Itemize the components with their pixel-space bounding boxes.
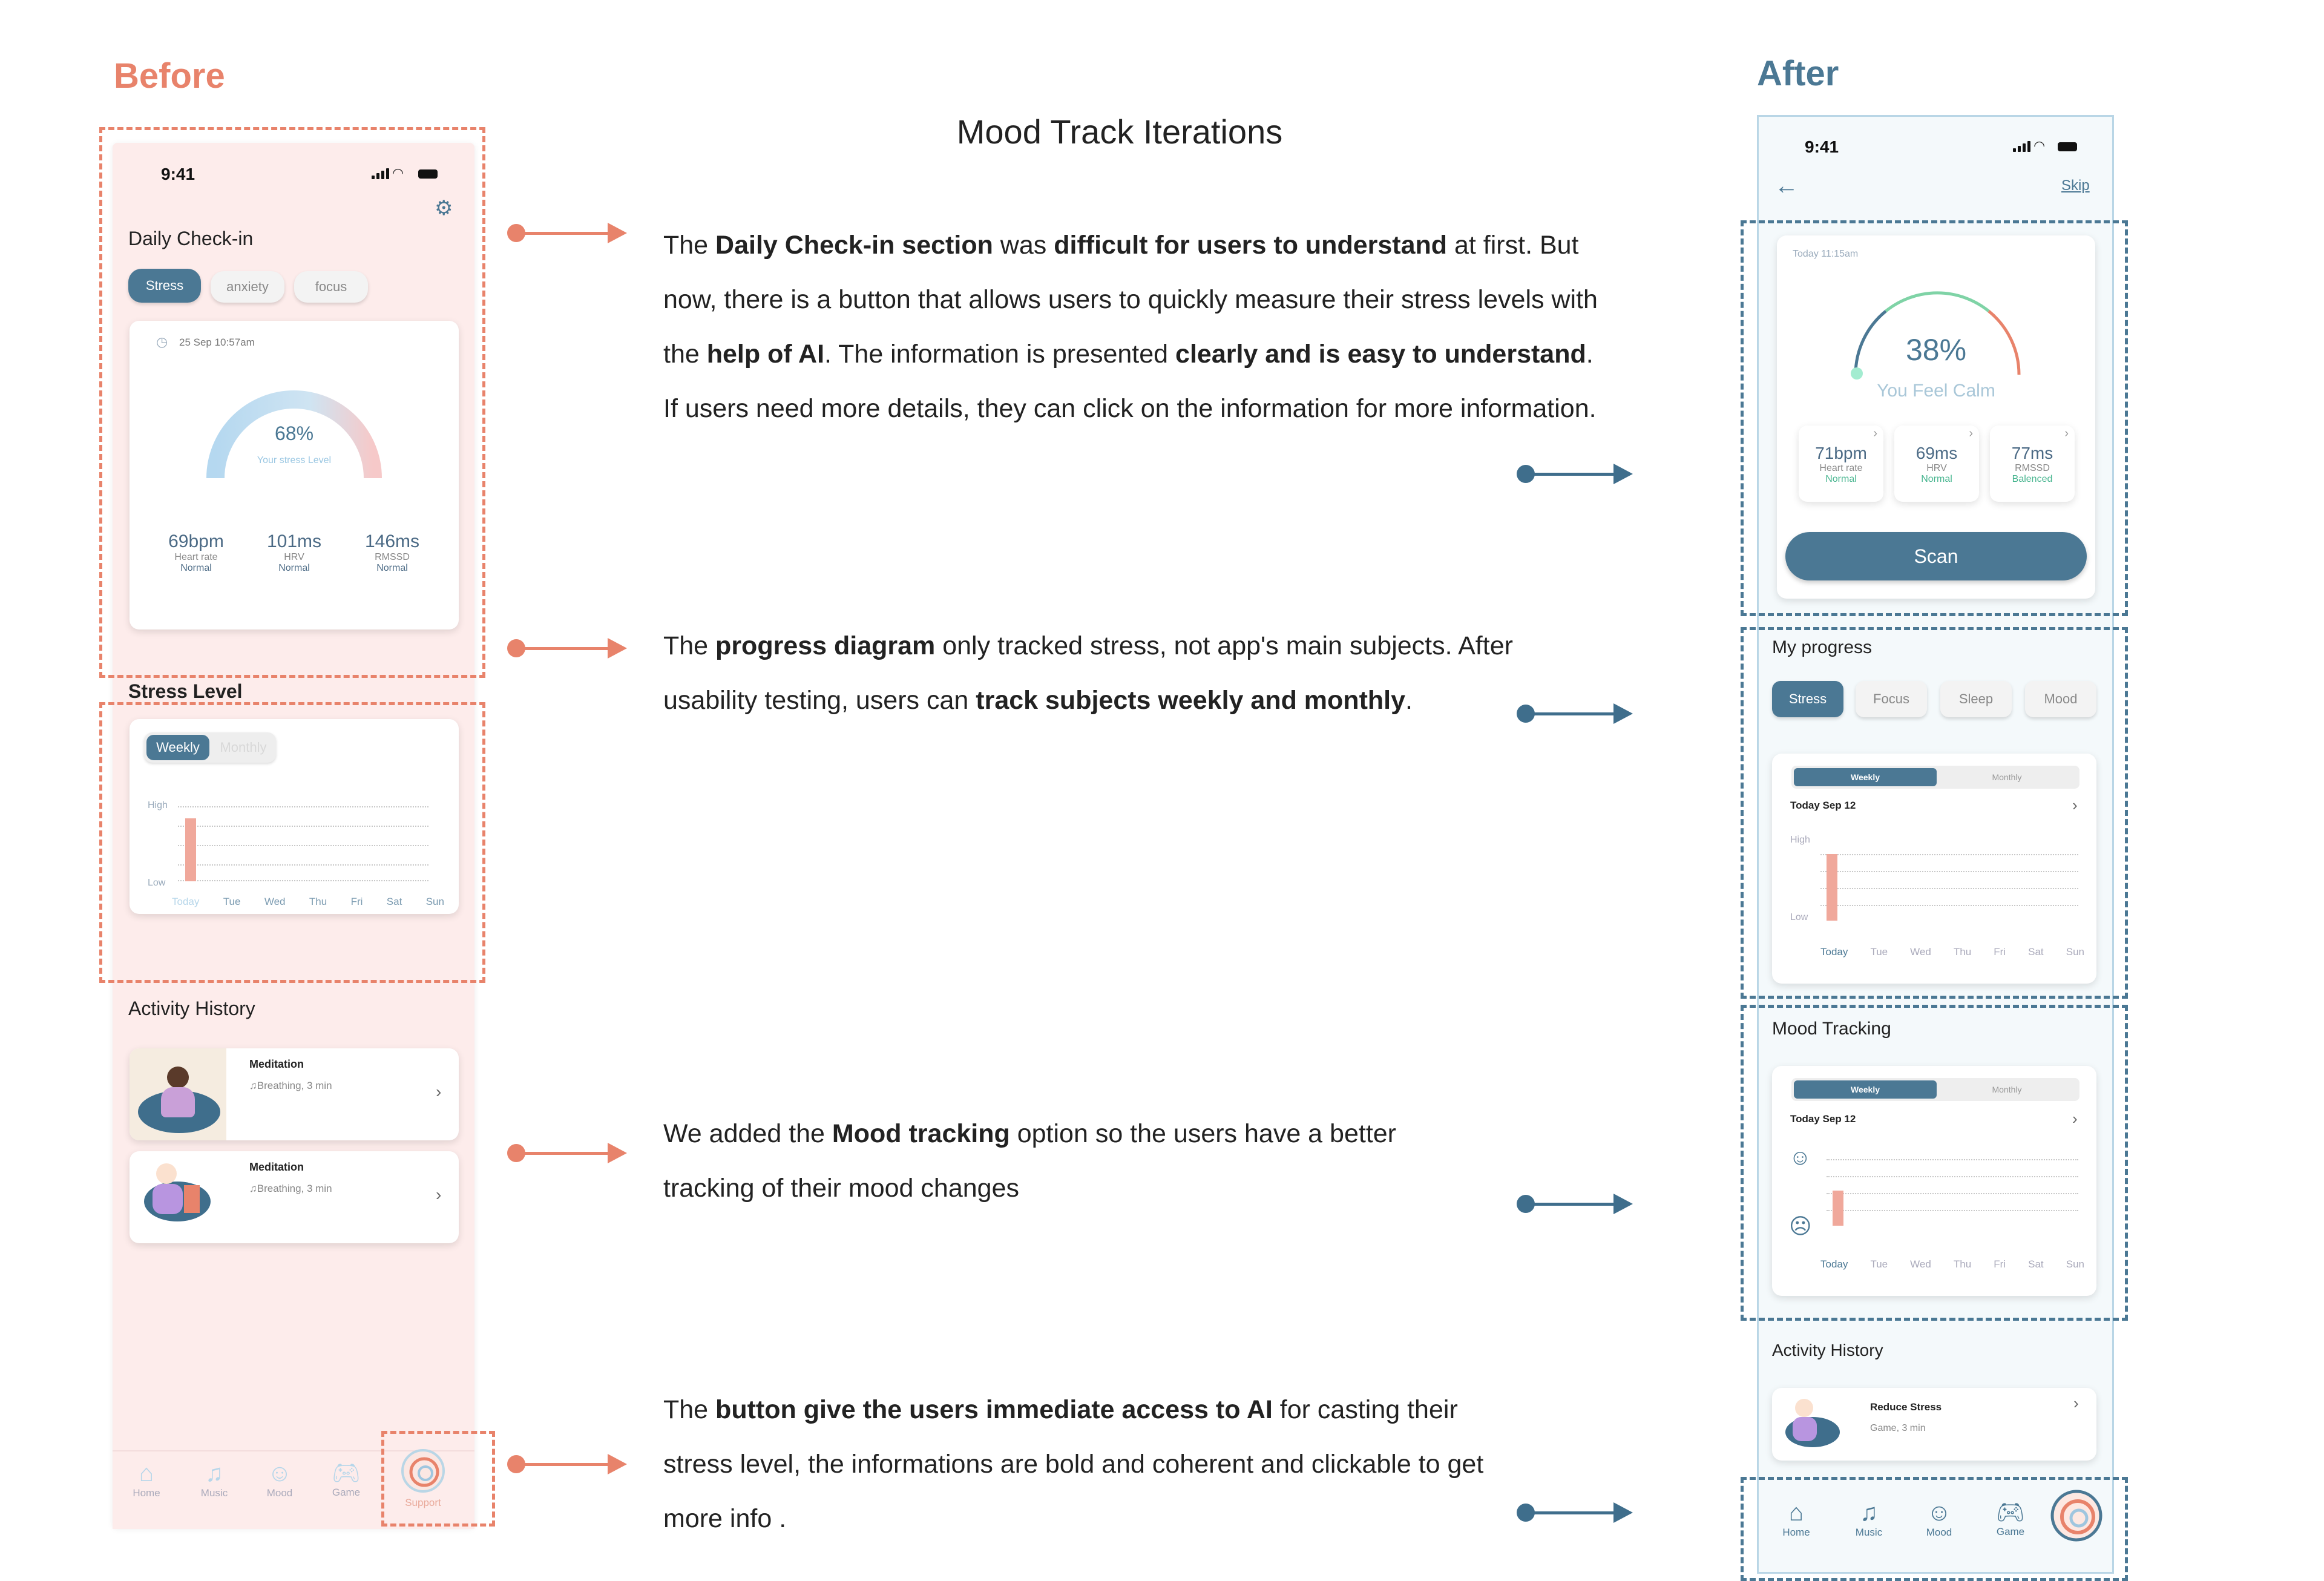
metric-label: Heart rate bbox=[174, 552, 218, 562]
gauge-label: Your stress Level bbox=[257, 455, 332, 465]
day-label: Thu bbox=[1953, 946, 1972, 958]
music-icon: ♫ bbox=[205, 1460, 223, 1487]
metric-status: Balenced bbox=[2012, 474, 2053, 484]
day-label: Fri bbox=[1994, 946, 2006, 958]
page-title: Mood Track Iterations bbox=[956, 113, 1283, 151]
tab-anxiety[interactable]: anxiety bbox=[211, 271, 284, 303]
arrow-head bbox=[608, 1454, 627, 1474]
chart-date: Today Sep 12 bbox=[1790, 800, 1856, 811]
toggle-weekly[interactable]: Weekly bbox=[1794, 1080, 1937, 1099]
arrow-line bbox=[1525, 1203, 1620, 1206]
chevron-right-icon: › bbox=[2073, 1394, 2079, 1412]
nav-label: Game bbox=[332, 1487, 361, 1498]
nav-label: Music bbox=[1855, 1527, 1883, 1538]
music-icon: ♫ bbox=[1860, 1499, 1878, 1526]
daily-checkin-title: Daily Check-in bbox=[128, 228, 254, 249]
metric-label: RMSSD bbox=[375, 552, 410, 562]
chevron-right-icon: › bbox=[436, 1082, 442, 1101]
chevron-right-icon: › bbox=[436, 1185, 442, 1204]
happy-face-icon: ☺ bbox=[1789, 1145, 1811, 1169]
after-mood-highlight bbox=[1741, 1005, 2128, 1321]
arrow-head bbox=[1613, 464, 1633, 484]
clock-icon: ◷ bbox=[156, 334, 168, 349]
activity-title: Meditation bbox=[249, 1161, 304, 1173]
day-label: Today bbox=[1820, 1258, 1848, 1270]
arrow-line bbox=[1525, 712, 1620, 715]
day-label: Today bbox=[172, 896, 200, 907]
metric-value: 146ms bbox=[364, 531, 420, 551]
after-progress-highlight bbox=[1741, 627, 2128, 999]
chevron-right-icon: › bbox=[1969, 427, 1973, 440]
day-label: Sun bbox=[2066, 946, 2084, 958]
metric-status: Normal bbox=[180, 563, 212, 573]
tab-focus[interactable]: focus bbox=[294, 271, 368, 303]
metric-value: 101ms bbox=[266, 531, 322, 551]
day-label: Thu bbox=[1953, 1258, 1972, 1270]
chart-high-label: High bbox=[1790, 835, 1810, 845]
gauge-value: 38% bbox=[1905, 333, 1967, 367]
metric-label: RMSSD bbox=[2015, 463, 2050, 473]
activity-title: Meditation bbox=[249, 1058, 304, 1070]
nav-label: Home bbox=[1782, 1527, 1810, 1538]
activity-card[interactable] bbox=[1772, 1388, 2096, 1461]
arrow-head bbox=[608, 638, 627, 659]
day-label: Sun bbox=[425, 896, 444, 907]
checkin-timestamp: 25 Sep 10:57am bbox=[179, 337, 255, 348]
after-heading: After bbox=[1757, 54, 1839, 93]
skip-link[interactable]: Skip bbox=[2061, 177, 2090, 194]
arrow-line bbox=[1525, 473, 1620, 476]
metric-value: 71bpm bbox=[1815, 444, 1867, 462]
note-progress: The progress diagram only tracked stress, not app's main subjects. After usability testing, users can track subjects weekly and monthly. bbox=[663, 631, 1513, 715]
arrow-head bbox=[1613, 703, 1633, 724]
nav-label: Support bbox=[405, 1497, 441, 1508]
smiley-icon: ☺ bbox=[1926, 1499, 1952, 1526]
signal-icon bbox=[2013, 141, 2030, 152]
day-label: Wed bbox=[1910, 946, 1931, 958]
day-label: Sat bbox=[2028, 1258, 2044, 1270]
chevron-right-icon[interactable]: › bbox=[2072, 796, 2078, 814]
day-label: Sat bbox=[386, 896, 402, 907]
home-icon: ⌂ bbox=[139, 1460, 154, 1487]
activity-card[interactable] bbox=[130, 1151, 459, 1243]
arrow-line bbox=[1525, 1511, 1620, 1514]
wifi-icon: ◠ bbox=[392, 165, 404, 180]
toggle-monthly[interactable]: Monthly bbox=[1992, 1085, 2022, 1094]
day-label: Wed bbox=[1910, 1258, 1931, 1270]
gauge-label: You Feel Calm bbox=[1877, 381, 1995, 401]
tab-mood[interactable]: Mood bbox=[2025, 681, 2096, 717]
nav-game[interactable] bbox=[324, 1460, 368, 1499]
after-nav-highlight bbox=[1741, 1477, 2128, 1581]
before-progress-highlight bbox=[99, 702, 485, 983]
nav-label: Music bbox=[200, 1487, 228, 1499]
day-label: Wed bbox=[264, 896, 286, 907]
day-label: Tue bbox=[223, 896, 241, 907]
status-time: 9:41 bbox=[161, 165, 195, 183]
meditation-illustration bbox=[142, 1163, 214, 1231]
chart-high-label: High bbox=[148, 800, 168, 810]
before-heading: Before bbox=[114, 56, 225, 96]
sad-face-icon: ☹ bbox=[1789, 1214, 1812, 1238]
gear-icon[interactable]: ⚙ bbox=[435, 197, 453, 220]
activity-history-title: Activity History bbox=[128, 998, 255, 1019]
home-icon: ⌂ bbox=[1788, 1499, 1804, 1526]
scan-button[interactable]: Scan bbox=[1785, 532, 2087, 580]
tab-sleep[interactable]: Sleep bbox=[1940, 681, 2012, 717]
note-ai-button: The button give the users immediate access to AI for casting their stress level, the informations are bold and coherent and clickable to get more info . bbox=[663, 1395, 1484, 1533]
metric-status: Normal bbox=[1825, 474, 1857, 484]
metric-label: HRV bbox=[284, 552, 304, 562]
arrow-head bbox=[1613, 1194, 1633, 1214]
toggle-weekly[interactable]: Weekly bbox=[1794, 768, 1937, 786]
metric-status: Normal bbox=[1921, 474, 1952, 484]
day-label: Tue bbox=[1870, 1258, 1888, 1270]
day-label: Tue bbox=[1870, 946, 1888, 958]
activity-subtitle: ♫Breathing, 3 min bbox=[249, 1183, 332, 1194]
before-checkin-highlight bbox=[99, 127, 485, 678]
metric-status: Normal bbox=[376, 563, 408, 573]
activity-history-title: Activity History bbox=[1772, 1341, 1883, 1359]
arrow-line bbox=[516, 232, 612, 235]
day-label: Fri bbox=[1994, 1258, 2006, 1270]
metric-status: Normal bbox=[278, 563, 310, 573]
arrow-line bbox=[516, 647, 612, 650]
activity-title: Reduce Stress bbox=[1870, 1401, 1942, 1413]
activity-subtitle: Game, 3 min bbox=[1870, 1423, 1926, 1433]
gamepad-icon: 🎮︎ bbox=[331, 1461, 361, 1486]
arrow-head bbox=[608, 223, 627, 243]
tab-stress[interactable]: Stress bbox=[1772, 681, 1843, 717]
nav-label: Mood bbox=[266, 1487, 293, 1499]
chevron-right-icon: › bbox=[1873, 427, 1877, 440]
day-label: Fri bbox=[350, 896, 363, 907]
metric-value: 69ms bbox=[1915, 444, 1958, 462]
metric-label: Heart rate bbox=[1819, 463, 1863, 473]
toggle-monthly[interactable]: Monthly bbox=[220, 740, 267, 755]
arrow-head bbox=[1613, 1502, 1633, 1523]
toggle-weekly[interactable]: Weekly bbox=[146, 735, 209, 760]
stress-level-title: Stress Level bbox=[128, 680, 243, 702]
wifi-icon: ◠ bbox=[2034, 138, 2046, 153]
tab-focus[interactable]: Focus bbox=[1856, 681, 1927, 717]
after-scan-highlight bbox=[1741, 220, 2128, 616]
chevron-right-icon: › bbox=[2064, 427, 2069, 440]
mood-tracking-title: Mood Tracking bbox=[1772, 1019, 1891, 1039]
activity-subtitle-text: Breathing, 3 min bbox=[257, 1080, 332, 1091]
activity-subtitle: ♫Breathing, 3 min bbox=[249, 1080, 332, 1091]
day-label: Today bbox=[1820, 946, 1848, 958]
nav-mood[interactable] bbox=[258, 1460, 301, 1499]
note-checkin: The Daily Check-in section was difficult for users to understand at first. But now, there is a button that allows users to quickly measure their stress levels with the help of AI. The information is presented clearly and is easy to understand. If users need more details, they can click on the information for more information. bbox=[663, 231, 1598, 423]
chart-low-label: Low bbox=[148, 878, 166, 888]
activity-subtitle-text: Breathing, 3 min bbox=[257, 1183, 332, 1194]
nav-label: Game bbox=[1996, 1526, 2025, 1537]
gamepad-icon: 🎮︎ bbox=[1995, 1500, 2026, 1525]
activity-card[interactable] bbox=[130, 1048, 459, 1140]
day-label: Sat bbox=[2028, 946, 2044, 958]
metric-value: 77ms bbox=[2011, 444, 2053, 462]
metric-value: 69bpm bbox=[168, 531, 224, 551]
arrow-line bbox=[516, 1463, 612, 1466]
meditation-illustration bbox=[130, 1048, 226, 1140]
arrow-head bbox=[608, 1143, 627, 1163]
arrow-line bbox=[516, 1152, 612, 1155]
my-progress-title: My progress bbox=[1772, 637, 1873, 657]
smiley-icon: ☺ bbox=[267, 1460, 292, 1487]
status-time: 9:41 bbox=[1805, 137, 1839, 156]
metric-label: HRV bbox=[1926, 463, 1947, 473]
activity-illustration bbox=[1782, 1395, 1842, 1453]
nav-label: Home bbox=[133, 1487, 160, 1499]
back-arrow-icon[interactable]: ← bbox=[1774, 173, 1799, 199]
gauge-value: 68% bbox=[274, 422, 314, 444]
battery-icon bbox=[2058, 142, 2077, 151]
note-mood: We added the Mood tracking option so the users have a better tracking of their mood changes bbox=[663, 1119, 1397, 1203]
before-support-highlight bbox=[381, 1431, 495, 1527]
nav-music[interactable] bbox=[192, 1460, 236, 1499]
chevron-right-icon[interactable]: › bbox=[2072, 1109, 2078, 1128]
toggle-monthly[interactable]: Monthly bbox=[1992, 772, 2022, 782]
day-label: Thu bbox=[309, 896, 327, 907]
nav-home[interactable] bbox=[125, 1460, 168, 1499]
scan-timestamp: Today 11:15am bbox=[1793, 249, 1859, 259]
nav-label: Mood bbox=[1926, 1527, 1952, 1538]
chart-date: Today Sep 12 bbox=[1790, 1113, 1856, 1125]
tab-stress[interactable]: Stress bbox=[128, 269, 201, 303]
chart-low-label: Low bbox=[1790, 912, 1808, 922]
day-label: Sun bbox=[2066, 1258, 2084, 1270]
